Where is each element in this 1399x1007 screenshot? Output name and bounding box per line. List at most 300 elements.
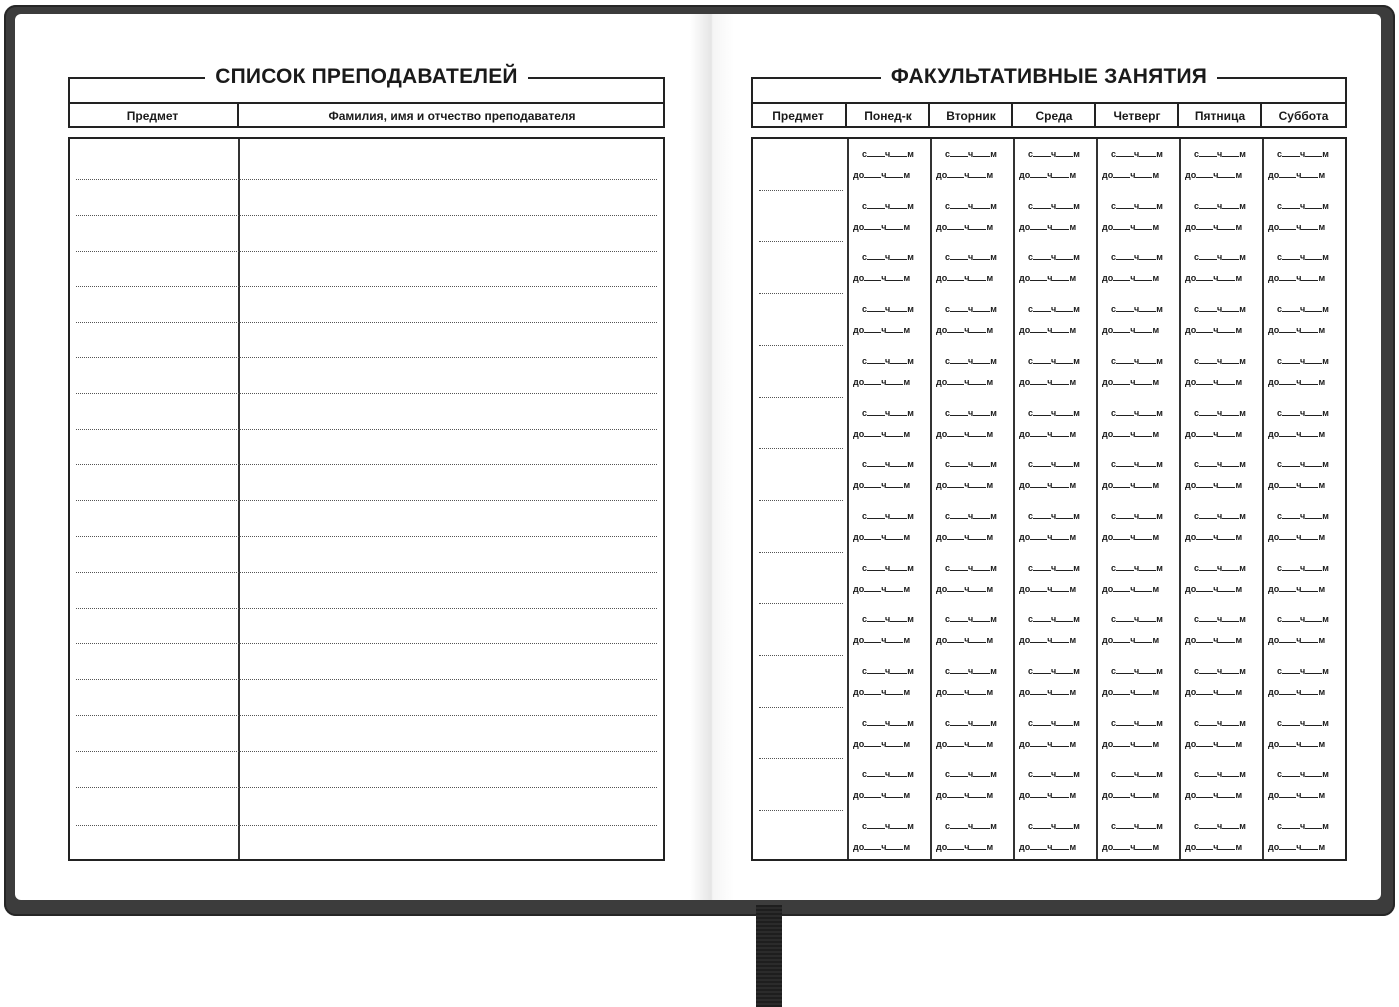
minutes-unit: м (986, 221, 994, 232)
hours-unit: ч (1047, 480, 1053, 491)
time-slot-thursday (1098, 449, 1181, 500)
hours-unit: ч (1051, 304, 1057, 315)
time-slot-wednesday (1015, 346, 1098, 397)
time-from-prefix: с (862, 304, 868, 315)
time-from-prefix: с (1194, 252, 1200, 263)
time-to-prefix: до (1102, 428, 1114, 439)
time-to-prefix: до (936, 635, 948, 646)
time-to-line (1268, 635, 1325, 645)
time-to-prefix: до (853, 531, 865, 542)
minutes-unit: м (1069, 842, 1077, 853)
minutes-unit: м (1073, 510, 1080, 521)
hours-unit: ч (1134, 562, 1140, 573)
time-from-prefix: с (1028, 666, 1034, 676)
minutes-unit: м (1152, 221, 1160, 232)
time-slot-saturday (1264, 139, 1347, 190)
hours-unit: ч (1134, 666, 1140, 676)
time-slot-friday (1181, 294, 1264, 345)
minutes-unit: м (903, 170, 911, 180)
hours-unit: ч (968, 717, 974, 728)
time-from-prefix: с (1277, 149, 1283, 159)
time-from-line (1194, 614, 1246, 624)
time-slot-friday (1181, 604, 1264, 655)
hours-unit: ч (885, 769, 891, 780)
time-slot-friday (1181, 811, 1264, 862)
time-to-prefix: до (1019, 531, 1031, 542)
subject-writing-line (759, 552, 843, 553)
hours-unit: ч (1130, 842, 1136, 853)
time-to-line (936, 532, 993, 542)
time-to-line (853, 429, 910, 439)
time-from-prefix: с (945, 614, 951, 625)
hours-unit: ч (1047, 790, 1053, 801)
time-to-prefix: до (853, 376, 865, 387)
time-from-line (1194, 821, 1246, 831)
hours-unit: ч (885, 666, 891, 676)
time-to-line (1019, 377, 1076, 387)
hours-unit: ч (1213, 531, 1219, 542)
time-from-line (1111, 252, 1163, 262)
time-to-prefix: до (853, 221, 865, 232)
minutes-unit: м (903, 273, 911, 284)
hours-unit: ч (881, 480, 887, 491)
minutes-unit: м (1152, 480, 1160, 491)
minutes-unit: м (1235, 428, 1243, 439)
time-to-line (853, 170, 910, 180)
minutes-unit: м (986, 687, 994, 697)
subject-writing-line (759, 603, 843, 604)
ribbon-bookmark (756, 905, 782, 1007)
minutes-unit: м (1235, 480, 1243, 491)
minutes-unit: м (1322, 510, 1329, 521)
hours-unit: ч (1296, 842, 1302, 853)
time-to-prefix: до (1268, 842, 1280, 853)
hours-unit: ч (1217, 200, 1223, 211)
minutes-unit: м (1318, 790, 1326, 801)
time-to-line (853, 790, 910, 800)
time-from-line (945, 511, 997, 521)
time-from-prefix: с (945, 149, 951, 159)
hours-unit: ч (1134, 407, 1140, 418)
time-from-line (1111, 666, 1163, 676)
time-from-line (862, 718, 914, 728)
time-to-line (1185, 584, 1242, 594)
time-from-prefix: с (1111, 769, 1117, 780)
time-to-line (853, 273, 910, 283)
hours-unit: ч (964, 428, 970, 439)
hours-unit: ч (885, 562, 891, 573)
time-from-prefix: с (1028, 717, 1034, 728)
time-to-line (936, 273, 993, 283)
time-to-prefix: до (1268, 790, 1280, 801)
hours-unit: ч (1051, 149, 1057, 159)
time-from-prefix: с (945, 355, 951, 366)
minutes-unit: м (1156, 769, 1163, 780)
time-slot-monday (849, 553, 932, 604)
time-slot-friday (1181, 449, 1264, 500)
hours-unit: ч (1051, 407, 1057, 418)
time-from-line (1194, 511, 1246, 521)
time-to-prefix: до (1185, 325, 1197, 336)
hours-unit: ч (1213, 221, 1219, 232)
minutes-unit: м (1156, 200, 1163, 211)
minutes-unit: м (1073, 407, 1080, 418)
subject-writing-line (759, 190, 843, 191)
time-to-prefix: до (1185, 687, 1197, 697)
time-from-line (862, 666, 914, 676)
hours-unit: ч (1213, 687, 1219, 697)
time-to-line (1102, 325, 1159, 335)
minutes-unit: м (986, 273, 994, 284)
minutes-unit: м (986, 170, 994, 180)
hours-unit: ч (881, 170, 887, 180)
minutes-unit: м (990, 510, 997, 521)
hours-unit: ч (885, 717, 891, 728)
time-from-line (1277, 252, 1329, 262)
time-from-prefix: с (945, 769, 951, 780)
hours-unit: ч (1130, 635, 1136, 646)
time-to-prefix: до (1268, 325, 1280, 336)
time-to-prefix: до (1019, 325, 1031, 336)
time-to-prefix: до (1185, 635, 1197, 646)
electives-title: ФАКУЛЬТАТИВНЫЕ ЗАНЯТИЯ (881, 65, 1217, 88)
writing-line (76, 393, 657, 394)
hours-unit: ч (1047, 428, 1053, 439)
time-slot-friday (1181, 708, 1264, 759)
minutes-unit: м (903, 738, 911, 749)
time-from-line (1277, 666, 1329, 676)
time-from-line (1111, 149, 1163, 159)
minutes-unit: м (1073, 304, 1080, 315)
minutes-unit: м (1235, 221, 1243, 232)
hours-unit: ч (1296, 635, 1302, 646)
time-to-prefix: до (936, 480, 948, 491)
time-slot-wednesday (1015, 604, 1098, 655)
time-from-prefix: с (1277, 769, 1283, 780)
time-from-line (1028, 408, 1080, 418)
hours-unit: ч (1047, 531, 1053, 542)
hours-unit: ч (1296, 170, 1302, 180)
hours-unit: ч (1130, 583, 1136, 594)
minutes-unit: м (1156, 510, 1163, 521)
hours-unit: ч (1296, 738, 1302, 749)
hours-unit: ч (964, 325, 970, 336)
time-from-prefix: с (1111, 614, 1117, 625)
time-to-line (853, 635, 910, 645)
time-from-line (862, 563, 914, 573)
minutes-unit: м (903, 531, 911, 542)
time-slot-thursday (1098, 191, 1181, 242)
day-header-friday: Пятница (1194, 109, 1246, 123)
time-to-prefix: до (1185, 273, 1197, 284)
hours-unit: ч (1296, 790, 1302, 801)
time-to-prefix: до (1102, 376, 1114, 387)
time-from-line (1111, 769, 1163, 779)
hours-unit: ч (1300, 562, 1306, 573)
minutes-unit: м (1322, 407, 1329, 418)
time-slot-friday (1181, 398, 1264, 449)
time-slot-thursday (1098, 604, 1181, 655)
minutes-unit: м (1318, 738, 1326, 749)
minutes-unit: м (1318, 221, 1326, 232)
time-to-prefix: до (1102, 738, 1114, 749)
time-from-prefix: с (1277, 666, 1283, 676)
time-to-prefix: до (1268, 531, 1280, 542)
hours-unit: ч (1217, 252, 1223, 263)
hours-unit: ч (968, 769, 974, 780)
time-from-line (862, 459, 914, 469)
writing-line (76, 429, 657, 430)
time-to-line (853, 222, 910, 232)
minutes-unit: м (990, 821, 997, 832)
time-to-prefix: до (936, 531, 948, 542)
minutes-unit: м (907, 304, 914, 315)
minutes-unit: м (903, 325, 911, 336)
minutes-unit: м (1069, 428, 1077, 439)
time-slot-friday (1181, 553, 1264, 604)
time-to-prefix: до (1268, 273, 1280, 284)
minutes-unit: м (1239, 407, 1246, 418)
minutes-unit: м (1235, 635, 1243, 646)
time-to-line (1019, 170, 1076, 180)
time-slot-friday (1181, 759, 1264, 810)
time-slot-friday (1181, 139, 1264, 190)
time-from-prefix: с (1194, 562, 1200, 573)
time-slot-wednesday (1015, 294, 1098, 345)
time-to-line (1102, 584, 1159, 594)
time-to-line (936, 790, 993, 800)
time-to-line (1268, 222, 1325, 232)
time-to-line (1268, 480, 1325, 490)
time-slot-monday (849, 398, 932, 449)
time-to-prefix: до (936, 790, 948, 801)
minutes-unit: м (1322, 666, 1329, 676)
time-from-line (1277, 614, 1329, 624)
hours-unit: ч (964, 273, 970, 284)
time-to-prefix: до (1268, 428, 1280, 439)
time-slot-thursday (1098, 553, 1181, 604)
minutes-unit: м (907, 355, 914, 366)
minutes-unit: м (1322, 562, 1329, 573)
hours-unit: ч (964, 738, 970, 749)
time-from-prefix: с (1111, 149, 1117, 159)
time-from-line (862, 614, 914, 624)
time-from-prefix: с (945, 252, 951, 263)
time-from-prefix: с (1111, 252, 1117, 263)
time-to-prefix: до (1019, 428, 1031, 439)
minutes-unit: м (1318, 325, 1326, 336)
time-to-line (1102, 790, 1159, 800)
minutes-unit: м (1318, 428, 1326, 439)
time-slot-thursday (1098, 501, 1181, 552)
time-from-prefix: с (1028, 769, 1034, 780)
time-from-prefix: с (1194, 614, 1200, 625)
hours-unit: ч (964, 376, 970, 387)
minutes-unit: м (1156, 717, 1163, 728)
time-to-line (1019, 635, 1076, 645)
hours-unit: ч (1213, 170, 1219, 180)
minutes-unit: м (1235, 842, 1243, 853)
subject-writing-line (759, 293, 843, 294)
time-to-line (853, 325, 910, 335)
time-slot-tuesday (932, 242, 1015, 293)
hours-unit: ч (1296, 376, 1302, 387)
minutes-unit: м (990, 304, 997, 315)
time-to-prefix: до (1019, 790, 1031, 801)
day-header-wednesday: Среда (1035, 109, 1073, 123)
time-from-line (945, 666, 997, 676)
minutes-unit: м (1235, 687, 1243, 697)
time-to-line (853, 687, 910, 697)
time-from-prefix: с (862, 614, 868, 625)
time-from-prefix: с (862, 355, 868, 366)
time-from-line (945, 408, 997, 418)
minutes-unit: м (1235, 790, 1243, 801)
time-from-line (1028, 821, 1080, 831)
hours-unit: ч (881, 273, 887, 284)
time-from-line (1277, 718, 1329, 728)
time-from-prefix: с (945, 666, 951, 676)
time-to-prefix: до (1019, 687, 1031, 697)
minutes-unit: м (986, 480, 994, 491)
time-to-line (936, 325, 993, 335)
minutes-unit: м (1239, 200, 1246, 211)
electives-schedule-table (751, 137, 1347, 861)
minutes-unit: м (1069, 738, 1077, 749)
minutes-unit: м (1069, 376, 1077, 387)
hours-unit: ч (885, 355, 891, 366)
hours-unit: ч (1296, 325, 1302, 336)
minutes-unit: м (1318, 376, 1326, 387)
writing-line (76, 215, 657, 216)
time-to-prefix: до (853, 842, 865, 853)
time-to-prefix: до (1185, 428, 1197, 439)
time-from-prefix: с (1194, 821, 1200, 832)
time-from-prefix: с (862, 666, 868, 676)
hours-unit: ч (1051, 459, 1057, 470)
time-from-prefix: с (1194, 200, 1200, 211)
minutes-unit: м (1152, 531, 1160, 542)
hours-unit: ч (1217, 149, 1223, 159)
hours-unit: ч (1300, 149, 1306, 159)
time-to-line (1019, 480, 1076, 490)
minutes-unit: м (1073, 149, 1080, 159)
time-slot-monday (849, 449, 932, 500)
minutes-unit: м (986, 531, 994, 542)
time-to-prefix: до (936, 221, 948, 232)
time-to-prefix: до (1185, 583, 1197, 594)
writing-line (76, 715, 657, 716)
time-from-prefix: с (1194, 459, 1200, 470)
time-to-prefix: до (936, 170, 948, 180)
time-slot-monday (849, 604, 932, 655)
minutes-unit: м (1069, 170, 1077, 180)
hours-unit: ч (1047, 273, 1053, 284)
time-slot-saturday (1264, 708, 1347, 759)
time-from-line (1028, 769, 1080, 779)
minutes-unit: м (1152, 738, 1160, 749)
time-slot-wednesday (1015, 191, 1098, 242)
minutes-unit: м (1069, 583, 1077, 594)
time-from-prefix: с (945, 407, 951, 418)
minutes-unit: м (1073, 459, 1080, 470)
time-from-prefix: с (945, 510, 951, 521)
time-from-prefix: с (1194, 304, 1200, 315)
time-from-prefix: с (1277, 407, 1283, 418)
hours-unit: ч (964, 480, 970, 491)
time-from-prefix: с (862, 821, 868, 832)
time-from-line (1111, 821, 1163, 831)
time-from-line (1277, 356, 1329, 366)
hours-unit: ч (1130, 738, 1136, 749)
hours-unit: ч (1047, 221, 1053, 232)
time-to-line (1268, 739, 1325, 749)
hours-unit: ч (968, 200, 974, 211)
page-gutter (690, 14, 734, 900)
time-to-line (1185, 325, 1242, 335)
hours-unit: ч (1130, 531, 1136, 542)
time-slot-thursday (1098, 759, 1181, 810)
time-slot-saturday (1264, 656, 1347, 707)
hours-unit: ч (1134, 821, 1140, 832)
time-from-line (862, 201, 914, 211)
time-to-prefix: до (936, 376, 948, 387)
time-to-line (1185, 635, 1242, 645)
time-to-prefix: до (853, 428, 865, 439)
time-from-line (862, 252, 914, 262)
minutes-unit: м (1322, 149, 1329, 159)
time-to-line (936, 584, 993, 594)
hours-unit: ч (964, 842, 970, 853)
minutes-unit: м (1235, 170, 1243, 180)
subject-writing-line (759, 758, 843, 759)
time-to-line (853, 480, 910, 490)
time-slot-saturday (1264, 242, 1347, 293)
minutes-unit: м (1156, 304, 1163, 315)
time-from-prefix: с (1277, 821, 1283, 832)
hours-unit: ч (1130, 221, 1136, 232)
time-from-line (862, 821, 914, 831)
minutes-unit: м (990, 200, 997, 211)
day-header-tuesday: Вторник (946, 109, 996, 123)
minutes-unit: м (1322, 252, 1329, 263)
time-from-prefix: с (1111, 666, 1117, 676)
hours-unit: ч (1296, 428, 1302, 439)
time-from-prefix: с (1277, 510, 1283, 521)
hours-unit: ч (1296, 531, 1302, 542)
time-to-prefix: до (1268, 635, 1280, 646)
time-to-line (936, 170, 993, 180)
hours-unit: ч (1134, 459, 1140, 470)
time-slot-thursday (1098, 242, 1181, 293)
hours-unit: ч (1213, 583, 1219, 594)
hours-unit: ч (968, 666, 974, 676)
writing-line (76, 679, 657, 680)
hours-unit: ч (885, 200, 891, 211)
subject-writing-line (759, 500, 843, 501)
time-from-line (1111, 718, 1163, 728)
time-slot-tuesday (932, 553, 1015, 604)
minutes-unit: м (1152, 428, 1160, 439)
minutes-unit: м (990, 769, 997, 780)
time-from-prefix: с (1277, 252, 1283, 263)
time-to-prefix: до (1268, 480, 1280, 491)
minutes-unit: м (1156, 149, 1163, 159)
time-slot-wednesday (1015, 656, 1098, 707)
time-slot-saturday (1264, 449, 1347, 500)
time-slot-tuesday (932, 708, 1015, 759)
time-from-prefix: с (1028, 821, 1034, 832)
